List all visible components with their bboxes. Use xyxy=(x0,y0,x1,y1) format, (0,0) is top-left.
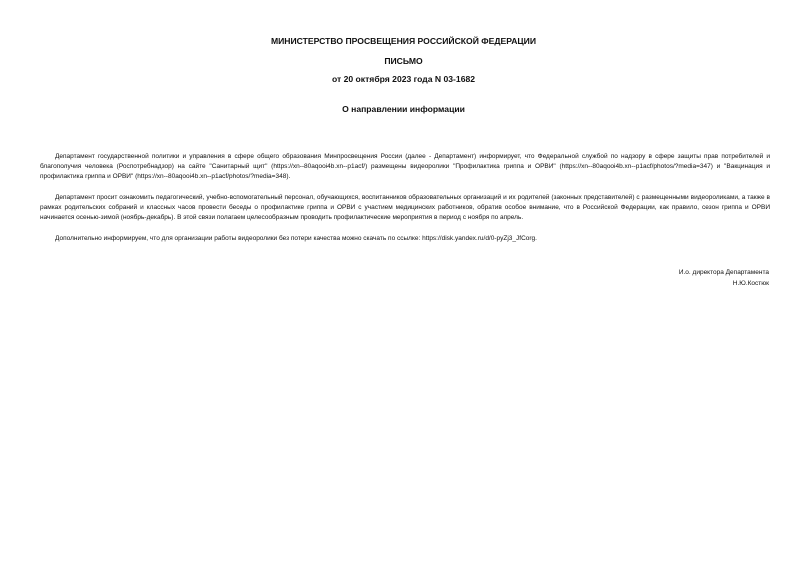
signatory-title: И.о. директора Департамента xyxy=(678,269,769,276)
signatory-name: Н.Ю.Костюк xyxy=(732,280,769,287)
document-date-number: от 20 октября 2023 года N 03-1682 xyxy=(331,74,476,84)
ministry-header: МИНИСТЕРСТВО ПРОСВЕЩЕНИЯ РОССИЙСКОЙ ФЕДЕРАЦИИ xyxy=(270,36,537,46)
document-subject: О направлении информации xyxy=(342,104,465,114)
document-type: ПИСЬМО xyxy=(384,56,423,66)
body-paragraph-2: Департамент просит ознакомить педагогический, учебно-вспомогательный персонал, обучающихся, воспитанников образовательных организаций и их родителей (законных представителей) с размещенными видеороликами, а также в рамках родительских собраний и классных часов провести беседы о профилактике гриппа и ОРВИ с участием медицинских работников, обратив особое внимание, что в Российской Федерации, как правило, сезон гриппа и ОРВИ начинается осенью-зимой (ноябрь-декабрь). В этой связи полагаем целесообразным проводить профилактические мероприятия в период с ноября по апрель. xyxy=(40,193,770,221)
body-paragraph-1: Департамент государственной политики и управления в сфере общего образования Минпросвещения России (далее - Департамент) информирует, что Федеральной службой по надзору в сфере защиты прав потребителей и благополучия человека (Роспотребнадзор) на сайте "Санитарный щит" (https://xn--80aqooi4b.xn--p1acf/) размещены видеоролики "Профилактика гриппа и ОРВИ" (https://xn--80aqooi4b.xn--p1acf/photos/?media=347) и "Вакцинация и профилактика гриппа и ОРВИ" (https://xn--80aqooi4b.xn--p1acf/photos/?media=348). xyxy=(40,152,770,180)
body-paragraph-3: Дополнительно информируем, что для организации работы видеоролики без потери качества можно скачать по ссылке: https://disk.yandex.ru/d/0-pyZj3_JfCorg. xyxy=(55,234,537,242)
